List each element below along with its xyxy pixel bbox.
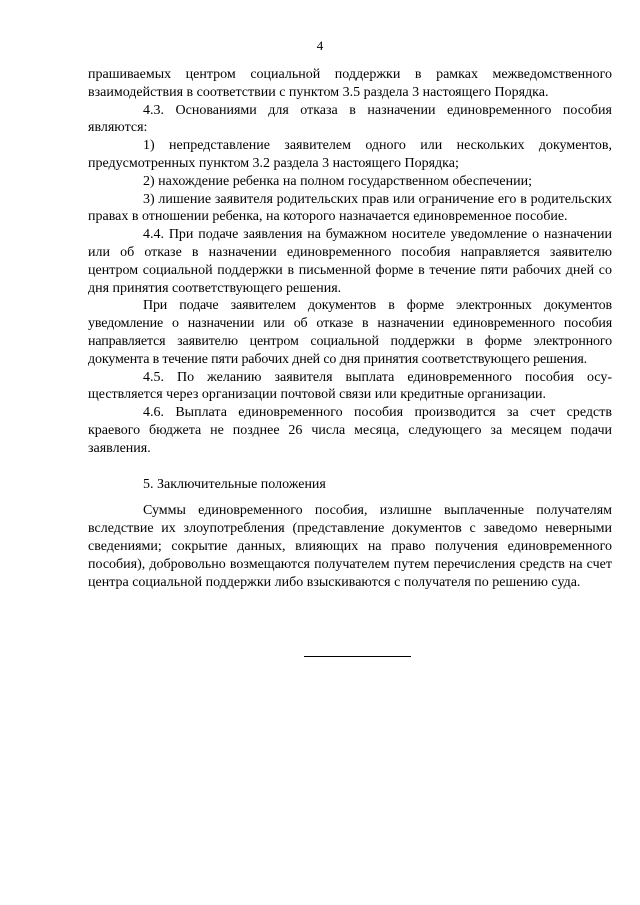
paragraph-final-provisions: Суммы единовременного пособия, излишне выплаченные получателям вследствие их злоупотребления (представление документов с заведомо неверными сведениями; сокрытие данных, влияющих на право получения единовременного пособия), добровольно возмещаются получателем путем перечисления средств на счет центра социальной поддержки либо взыскиваются с получателя по решению суда. (88, 503, 612, 590)
list-item-1: 1) непредставление заявителем одного или нескольких документов, предусмотренных пунктом 3.2 раздела 3 настоящего Порядка; (88, 138, 612, 171)
paragraph-4-6: 4.6. Выплата единовременного пособия производится за счет средств краевого бюджета не позднее 26 числа месяца, следующего за месяцем подачи заявления. (88, 405, 612, 456)
paragraph-4-3: 4.3. Основаниями для отказа в назначении единовременного пособия являются: (88, 102, 612, 136)
list-item-3: 3) лишение заявителя родительских прав или ограничение его в родительских правах в отношении ребенка, на которого назначается единовременное пособие. (88, 191, 612, 225)
paragraph-4-5: 4.5. По желанию заявителя выплата единовременного пособия осуществляется через организации почтовой связи или кредитные организации. (88, 369, 612, 403)
paragraph-continuation: прашиваемых центром социальной поддержки в рамках межведомственного взаимодействия в соответствии с пунктом 3.5 раздела 3 настоящего Порядка. (88, 67, 612, 100)
paragraph-electronic-notice: При подаче заявителем документов в форме электронных документов уведомление о назначении или об отказе в назначении единовременного пособия направляется заявителю центром социальной поддержки в форме электронного документа в течение пяти рабочих дней со дня принятия соответствующего решения. (88, 298, 612, 367)
list-item-2: 2) нахождение ребенка на полном государственном обеспечении; (143, 173, 533, 189)
document-body (88, 66, 612, 591)
page-number: 4 (316, 38, 324, 53)
section-heading: 5. Заключительные положения (143, 476, 326, 492)
paragraph-4-4: 4.4. При подаче заявления на бумажном носителе уведомление о назначении или об отказе в назначении единовременного пособия направляется заявителю центром социальной поддержки в письменной форме в течение пяти рабочих дней со дня принятия соответствующего решения. (88, 227, 612, 296)
closing-divider (304, 656, 411, 657)
